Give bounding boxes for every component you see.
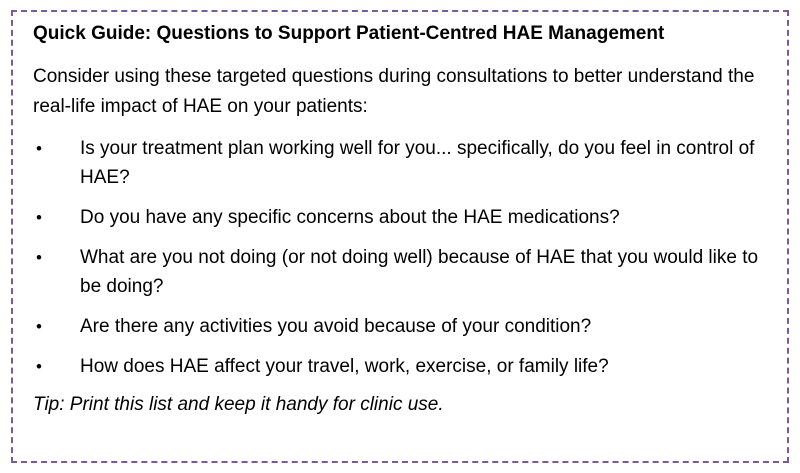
question-text: Are there any activities you avoid because of your condition?	[80, 316, 592, 337]
tip-text: Tip: Print this list and keep it handy for clinic use.	[33, 394, 444, 415]
list-item	[33, 203, 767, 232]
guide-title: Quick Guide: Questions to Support Patient-Centred HAE Management	[33, 23, 665, 44]
question-list	[33, 134, 767, 381]
question-text: Is your treatment plan working well for you... specifically, do you feel in control of HAE?	[80, 138, 755, 188]
question-text: What are you not doing (or not doing well) because of HAE that you would like to be doing?	[80, 247, 759, 297]
bullet-icon: •	[36, 317, 42, 336]
bullet-icon: •	[36, 357, 42, 376]
question-text: How does HAE affect your travel, work, exercise, or family life?	[80, 356, 609, 377]
guide-intro: Consider using these targeted questions during consultations to better understand the real-life impact of HAE on your patients:	[33, 66, 755, 117]
bullet-icon: •	[36, 139, 42, 158]
list-item	[33, 352, 767, 381]
list-item	[33, 134, 767, 192]
bullet-icon: •	[36, 208, 42, 227]
bullet-icon: •	[36, 248, 42, 267]
list-item	[33, 243, 767, 301]
list-item	[33, 312, 767, 341]
question-text: Do you have any specific concerns about the HAE medications?	[80, 207, 620, 228]
quick-guide-box	[11, 10, 789, 463]
